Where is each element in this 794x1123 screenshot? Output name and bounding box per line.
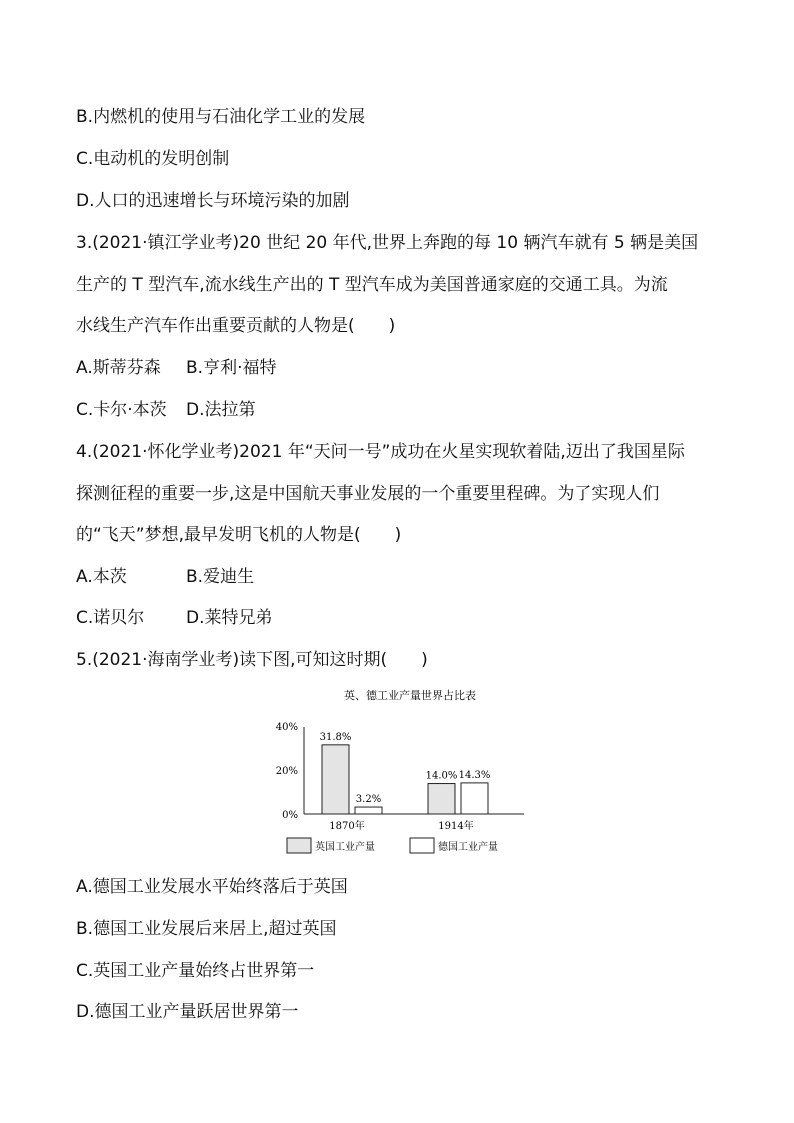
q5-stem: 5.(2021·海南学业考)读下图,可知这时期( ) [76,650,428,670]
q3-option-d: D.法拉第 [186,400,256,420]
q5-option-c: C.英国工业产量始终占世界第一 [76,961,315,981]
q3-options-cd [76,399,256,421]
q2-option-c: C.电动机的发明创制 [76,149,230,169]
industry-share-chart [270,682,550,862]
q4-option-d: D.莱特兄弟 [186,608,273,628]
y-tick-label: 40% [275,722,298,733]
q3-stem-line3: 水线生产汽车作出重要贡献的人物是( ) [76,316,396,336]
legend-label-britain: 英国工业产量 [315,842,375,853]
q4-stem-line2: 探测征程的重要一步,这是中国航天事业发展的一个重要里程碑。为了实现人们 [76,484,660,504]
q3-option-a: A.斯蒂芬森 [76,358,161,378]
q4-option-a: A.本茨 [76,567,127,587]
bar-germany-1 [461,783,488,814]
q5-option-d: D.德国工业产量跃居世界第一 [76,1002,299,1022]
q5-option-b: B.德国工业发展后来居上,超过英国 [76,919,337,939]
q3-options-ab [76,357,276,379]
bar-germany-0 [355,807,382,814]
q3-stem-line1: 3.(2021·镇江学业考)20 世纪 20 年代,世界上奔跑的每 10 辆汽车就有 5 辆是美国 [76,233,699,253]
category-label-1870: 1870年 [329,821,365,832]
q4-stem-line1: 4.(2021·怀化学业考)2021 年“天问一号”成功在火星实现软着陆,迈出了我国星际 [76,442,685,462]
q5-option-a: A.德国工业发展水平始终落后于英国 [76,877,348,897]
q2-option-d: D.人口的迅速增长与环境污染的加剧 [76,191,350,211]
y-tick-label: 0% [282,810,298,821]
q4-option-b: B.爱迪生 [186,567,255,587]
q3-option-c: C.卡尔·本茨 [76,400,167,420]
data-label-britain-1: 14.0% [425,770,458,782]
y-tick-label: 20% [275,766,298,777]
q3-stem-line2: 生产的 T 型汽车,流水线生产出的 T 型汽车成为美国普通家庭的交通工具。为流 [76,275,668,295]
legend-label-germany: 德国工业产量 [438,842,498,853]
data-label-germany-0: 3.2% [355,794,382,806]
bar-britain-1 [428,784,455,814]
q4-options-cd [76,607,273,629]
chart-title: 英、德工业产量世界占比表 [344,689,476,702]
q4-options-ab [76,566,254,588]
q2-option-b: B.内燃机的使用与石油化学工业的发展 [76,107,366,127]
data-label-germany-1: 14.3% [458,769,491,781]
bar-britain-0 [322,745,349,814]
legend-swatch-germany [410,838,434,853]
legend-swatch-britain [287,838,311,853]
q3-option-b: B.亨利·福特 [186,358,277,378]
q4-stem-line3: 的“飞天”梦想,最早发明飞机的人物是( ) [76,525,402,545]
q4-option-c: C.诺贝尔 [76,608,145,628]
category-label-1914: 1914年 [438,821,474,832]
data-label-britain-0: 31.8% [319,731,352,743]
bars-layer [320,732,491,814]
